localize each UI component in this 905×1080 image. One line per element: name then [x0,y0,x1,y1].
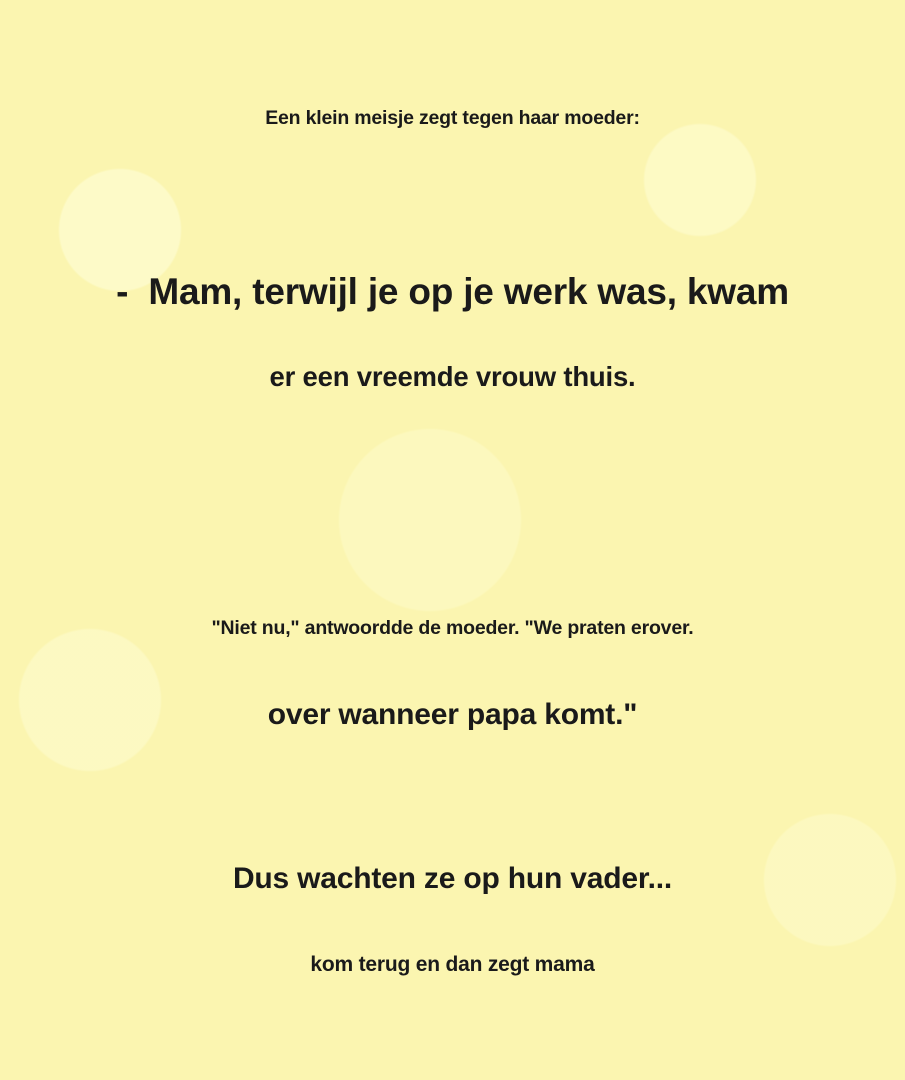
joke-line-6: Dus wachten ze op hun vader... [232,862,673,895]
joke-line-5: over wanneer papa komt." [267,698,638,731]
joke-line-7: kom terug en dan zegt mama [310,953,595,976]
joke-line-2: - Mam, terwijl je op je werk was, kwam [116,271,789,312]
joke-line-3: er een vreemde vrouw thuis. [269,361,636,392]
joke-line-1: Een klein meisje zegt tegen haar moeder: [265,107,640,129]
joke-line-4: "Niet nu," antwoordde de moeder. "We praten erover. [211,617,694,639]
